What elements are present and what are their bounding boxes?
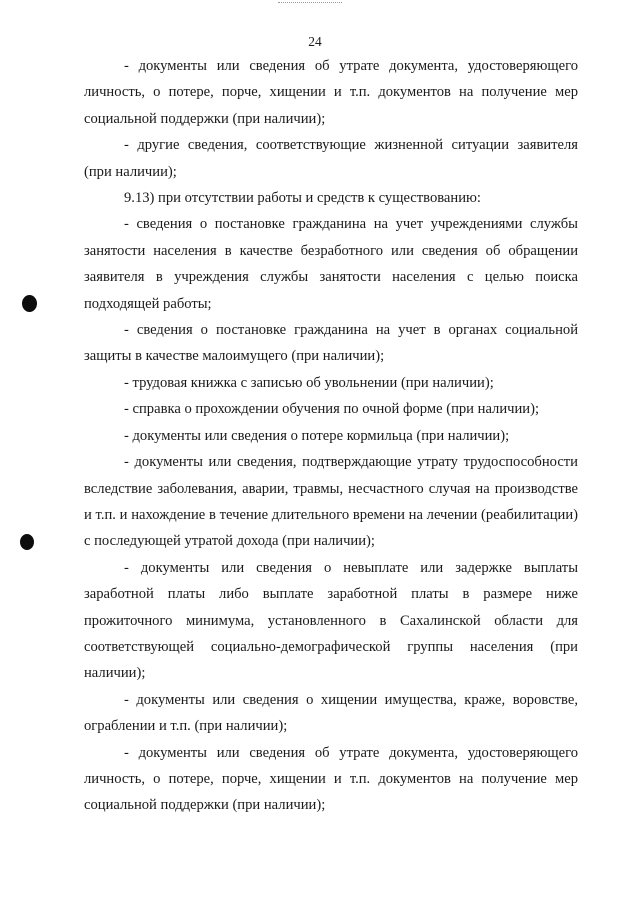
paragraph-employment-record-book: - трудовая книжка с записью об увольнении (при наличии);: [124, 374, 494, 391]
punch-hole-mark: [20, 534, 34, 550]
paragraph-employment-registration: - сведения о постановке гражданина на учет учреждениями службы занятости населения в качестве безработного или сведения об обращении заявителя в учреждения службы занятости населения с целью поиска подходящей работы;: [84, 216, 578, 312]
document-body: [84, 53, 578, 819]
page-number: 24: [308, 34, 322, 49]
paragraph-breadwinner-loss: - документы или сведения о потере кормильца (при наличии);: [124, 427, 510, 444]
paragraph-social-protection-registration: - сведения о постановке гражданина на учет в органах социальной защиты в качестве малоимущего (при наличии);: [84, 322, 578, 365]
paragraph-theft-docs: - документы или сведения о хищении имущества, краже, воровстве, ограблении и т.п. (при наличии);: [84, 691, 578, 735]
punch-hole-mark: [22, 295, 37, 312]
paragraph-study-certificate: - справка о прохождении обучения по очной форме (при наличии);: [124, 401, 540, 418]
paragraph-disability-docs: - документы или сведения, подтверждающие утрату трудоспособности вследствие заболевания, аварии, травмы, несчастного случая на производстве и т.п. и нахождение в течение длительного времени на лечении (реабилитации) с последующей утратой дохода (при наличии);: [84, 454, 578, 550]
paragraph-other-info: - другие сведения, соответствующие жизненной ситуации заявителя (при наличии);: [84, 137, 578, 180]
scan-edge-mark: [278, 2, 342, 4]
paragraph-identity-loss-docs: - документы или сведения об утрате документа, удостоверяющего личность, о потере, порче, хищении и т.п. документов на получение мер социальной поддержки (при наличии);: [84, 58, 578, 127]
paragraph-section-9-13-heading: 9.13) при отсутствии работы и средств к существованию:: [124, 190, 481, 207]
paragraph-wage-arrears-docs: - документы или сведения о невыплате или задержке выплаты заработной платы либо выплате заработной платы в размере ниже прожиточного минимума, установленного в Сахалинской области для соответствующей социально-демографической группы населения (при наличии);: [84, 559, 578, 682]
paragraph-identity-loss-docs-repeat: - документы или сведения об утрате документа, удостоверяющего личность, о потере, порче, хищении и т.п. документов на получение мер социальной поддержки (при наличии);: [84, 744, 578, 814]
